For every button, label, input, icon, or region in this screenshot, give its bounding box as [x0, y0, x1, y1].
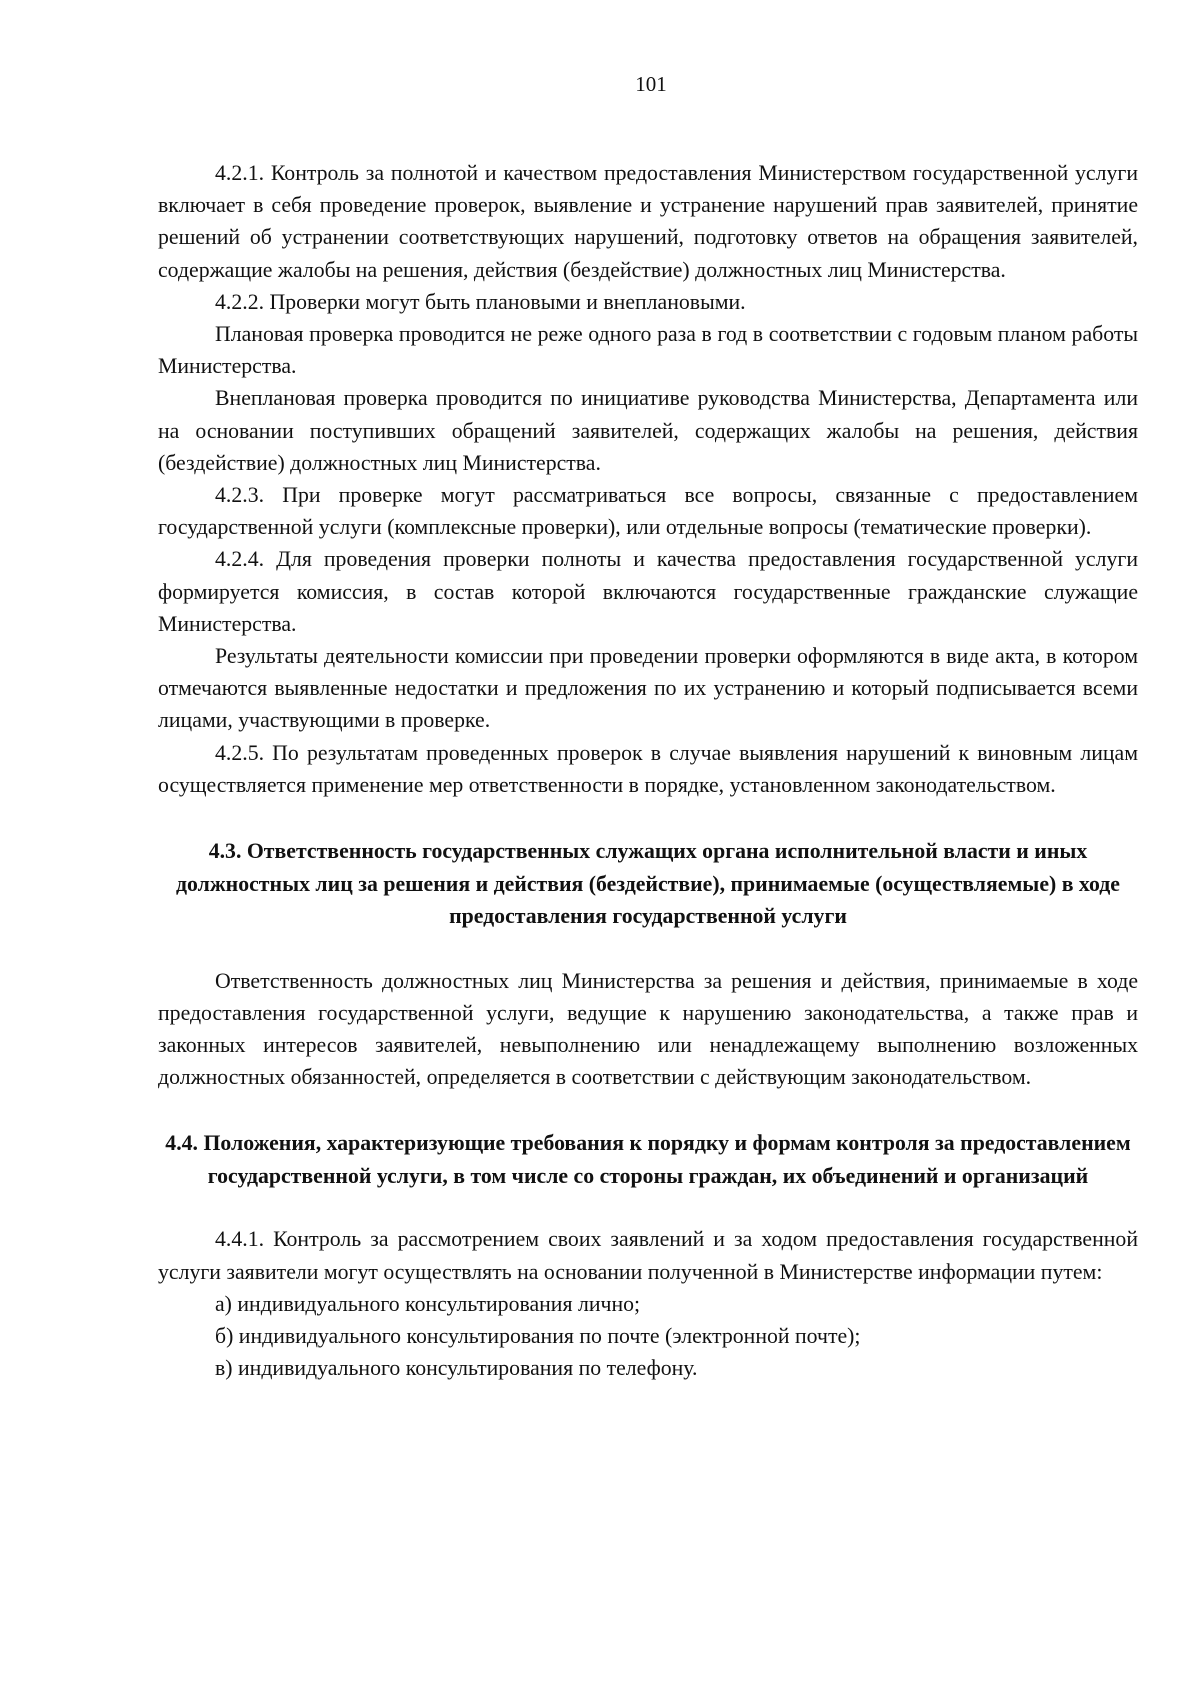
section-heading-4-3: 4.3. Ответственность государственных служащих органа исполнительной власти и иных должностных лиц за решения и действия (бездействие), принимаемые (осуществляемые) в ходе предоставления государственной услуги [176, 839, 1120, 929]
document-body [158, 157, 1138, 1384]
paragraph-4-2-5: 4.2.5. По результатам проведенных проверок в случае выявления нарушений к виновным лицам осуществляется применение мер ответственности в порядке, установленном законодательством. [158, 740, 1138, 797]
paragraph-4-2-4: 4.2.4. Для проведения проверки полноты и качества предоставления государственной услуги формируется комиссия, в состав которой включаются государственные гражданские служащие Министерства. [158, 547, 1138, 636]
section-heading-4-4: 4.4. Положения, характеризующие требования к порядку и формам контроля за предоставлением государственной услуги, в том числе со стороны граждан, их объединений и организаций [165, 1131, 1131, 1188]
list-item-b: б) индивидуального консультирования по почте (электронной почте); [215, 1323, 861, 1348]
page-number: 101 [635, 72, 667, 96]
paragraph-4-3: Ответственность должностных лиц Министерства за решения и действия, принимаемые в ходе предоставления государственной услуги, ведущие к нарушению законодательства, а также прав и законных интересов заявителей, невыполнению или ненадлежащему выполнению возложенных должностных обязанностей, определяется в соответствии с действующим законодательством. [158, 968, 1138, 1090]
paragraph-commission-results: Результаты деятельности комиссии при проведении проверки оформляются в виде акта, в котором отмечаются выявленные недостатки и предложения по их устранению и который подписывается всеми лицами, участвующими в проверке. [158, 644, 1138, 733]
paragraph-4-4-1: 4.4.1. Контроль за рассмотрением своих заявлений и за ходом предоставления государственной услуги заявители могут осуществлять на основании полученной в Министерстве информации путем: [158, 1227, 1138, 1284]
paragraph-4-2-2: 4.2.2. Проверки могут быть плановыми и внеплановыми. [215, 289, 746, 314]
paragraph-4-2-3: 4.2.3. При проверке могут рассматриваться все вопросы, связанные с предоставлением государственной услуги (комплексные проверки), или отдельные вопросы (тематические проверки). [158, 483, 1138, 540]
paragraph-planned-inspection: Плановая проверка проводится не реже одного раза в год в соответствии с годовым планом работы Министерства. [158, 322, 1138, 379]
paragraph-4-2-1: 4.2.1. Контроль за полнотой и качеством предоставления Министерством государственной услуги включает в себя проведение проверок, выявление и устранение нарушений прав заявителей, принятие решений об устранении соответствующих нарушений, подготовку ответов на обращения заявителей, содержащие жалобы на решения, действия (бездействие) должностных лиц Министерства. [158, 161, 1138, 282]
paragraph-unscheduled-inspection: Внеплановая проверка проводится по инициативе руководства Министерства, Департамента или на основании поступивших обращений заявителей, содержащих жалобы на решения, действия (бездействие) должностных лиц Министерства. [158, 386, 1138, 475]
list-item-c: в) индивидуального консультирования по телефону. [215, 1356, 698, 1381]
list-item-a: а) индивидуального консультирования лично; [215, 1291, 641, 1316]
